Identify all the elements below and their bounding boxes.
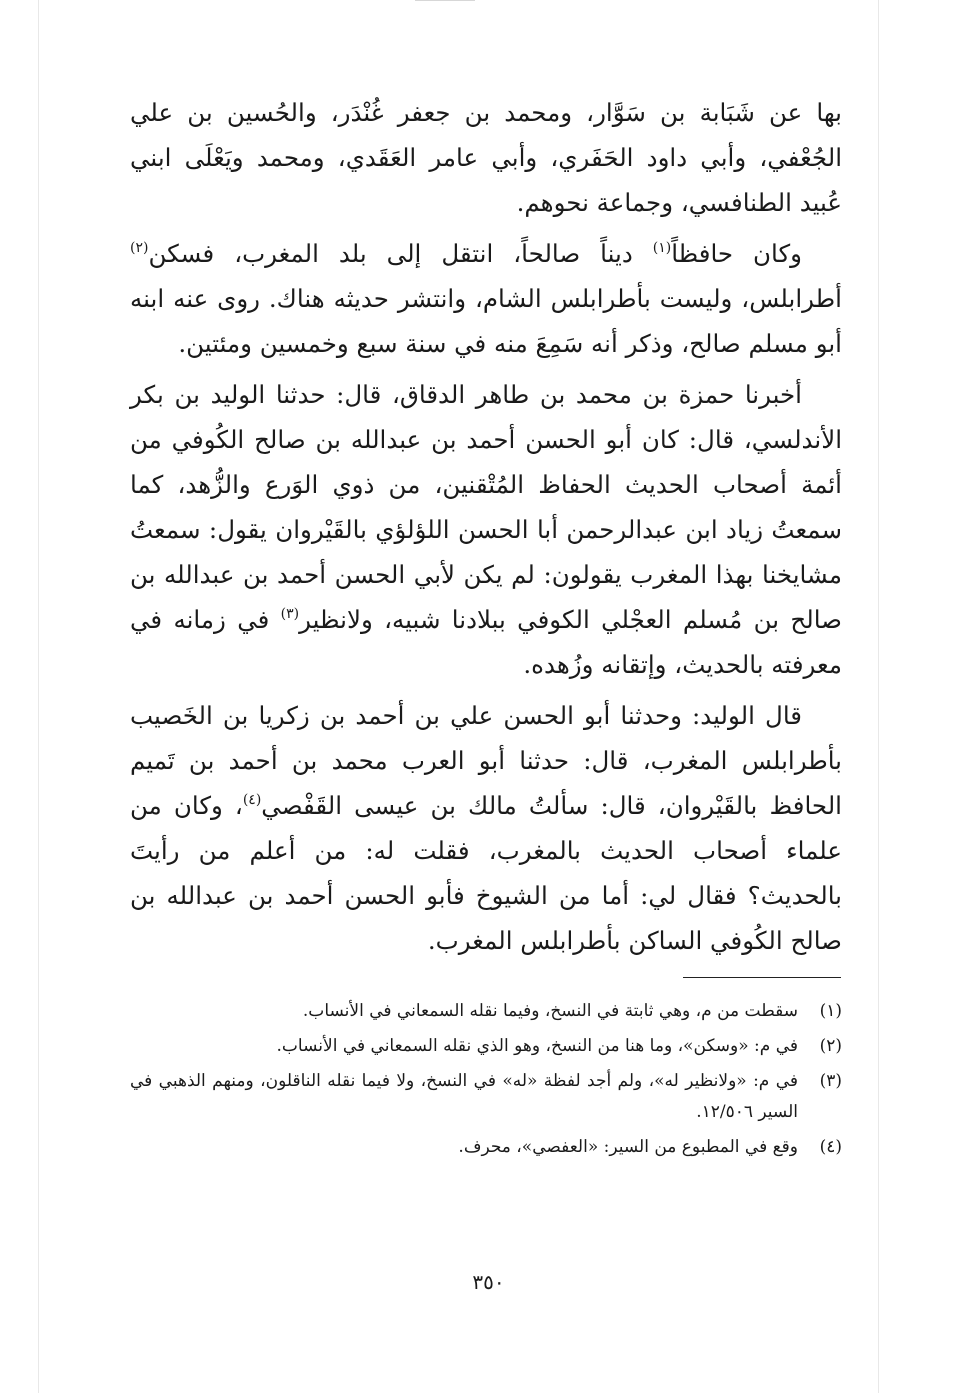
scan-artifact-line bbox=[415, 0, 475, 1]
paragraph-2 bbox=[130, 231, 842, 366]
paragraph-2-part-c: أطرابلس، وليست بأطرابلس الشام، وانتشر حديثه هناك. روى عنه ابنه أبو مسلم صالح، وذكر أنه سَمِعَ منه في سنة سبع وخمسين ومئتين. bbox=[130, 284, 842, 358]
paragraph-4 bbox=[130, 693, 842, 963]
footnote-separator bbox=[683, 977, 841, 978]
paragraph-3-part-b: في زمانه في معرفته بالحديث، وإتقانه وزُهده. bbox=[130, 605, 842, 679]
footnote-text: في م: «وسكن»، وما هنا من النسخ، وهو الذي نقله السمعاني في الأنساب. bbox=[276, 1036, 798, 1056]
scan-artifact-line bbox=[878, 0, 879, 1393]
footnote-number: (٣) bbox=[819, 1071, 842, 1091]
footnote-number: (٤) bbox=[819, 1137, 842, 1157]
paragraph-3 bbox=[130, 372, 842, 687]
scan-artifact-line bbox=[38, 0, 39, 1393]
paragraph-4-part-a: قال الوليد: وحدثنا أبو الحسن علي بن أحمد بن زكريا بن الخَصيب بأطرابلس المغرب، قال: حدثنا أبو العرب محمد بن أحمد بن تَميم الحافظ بالقَيْروان، قال: سألتُ مالك بن عيسى القَفْصي bbox=[130, 701, 842, 820]
footnote-3 bbox=[130, 1066, 842, 1128]
footnote-4 bbox=[130, 1132, 842, 1163]
footnote-text: وقع في المطبوع من السير: «العفصي»، محرف. bbox=[458, 1137, 798, 1157]
footnotes bbox=[130, 996, 842, 1167]
paragraph-4-part-b: ، وكان من علماء أصحاب الحديث بالمغرب، فقلت له: من أعلم من رأيتَ بالحديث؟ فقال لي: أما من الشيوخ فأبو الحسن أحمد بن عبدالله بن صالح الكُوفي الساكن بأطرابلس المغرب. bbox=[130, 791, 842, 955]
main-text bbox=[130, 90, 842, 969]
footnote-2 bbox=[130, 1031, 842, 1062]
paragraph-3-part-a: أخبرنا حمزة بن محمد بن طاهر الدقاق، قال: حدثنا الوليد بن بكر الأندلسي، قال: كان أبو الحسن أحمد بن عبدالله بن صالح الكُوفي من أئمة أصحاب الحديث الحفاظ المُتْقنين، من ذوي الوَرع والزُّهد، كما سمعتُ زياد ابن عبدالرحمن أبا الحسن اللؤلؤي بالقَيْروان يقول: سمعتُ مشايخنا بهذا المغرب يقولون: لم يكن لأبي الحسن أحمد بن عبدالله بن صالح بن مُسلم العجْلي الكوفي ببلادنا شبيه، ولانظير bbox=[130, 380, 842, 634]
paragraph-2-part-a: وكان حافظاً bbox=[671, 239, 802, 268]
page-number: ٣٥٠ bbox=[472, 1270, 505, 1294]
footnote-ref-2[interactable]: (٢) bbox=[130, 240, 149, 256]
paragraph-2-part-b: ديناً صالحاً، انتقل إلى بلد المغرب، فسكن bbox=[148, 239, 653, 268]
footnote-1 bbox=[130, 996, 842, 1027]
footnote-text: سقطت من م، وهي ثابتة في النسخ، وفيما نقله السمعاني في الأنساب. bbox=[302, 1001, 798, 1021]
footnote-number: (١) bbox=[819, 1001, 842, 1021]
footnote-number: (٢) bbox=[819, 1036, 842, 1056]
footnote-ref-3[interactable]: (٣) bbox=[280, 606, 300, 622]
footnote-ref-4[interactable]: (٤) bbox=[242, 792, 262, 808]
footnote-text: في م: «ولانظير له»، ولم أجد لفظة «له» في النسخ، ولا فيما نقله الناقلون، ومنهم الذهبي في السير ١٢/٥٠٦. bbox=[130, 1071, 798, 1122]
footnote-ref-1[interactable]: (١) bbox=[652, 240, 672, 256]
paragraph-1: بها عن شَبَابة بن سَوَّار، ومحمد بن جعفر غُنْدَر، والحُسين بن علي الجُعْفي، وأبي داود الحَفَري، وأبي عامر العَقَدي، ومحمد ويَعْلَى ابني عُبيد الطنافسي، وجماعة نحوهم. bbox=[130, 98, 842, 217]
